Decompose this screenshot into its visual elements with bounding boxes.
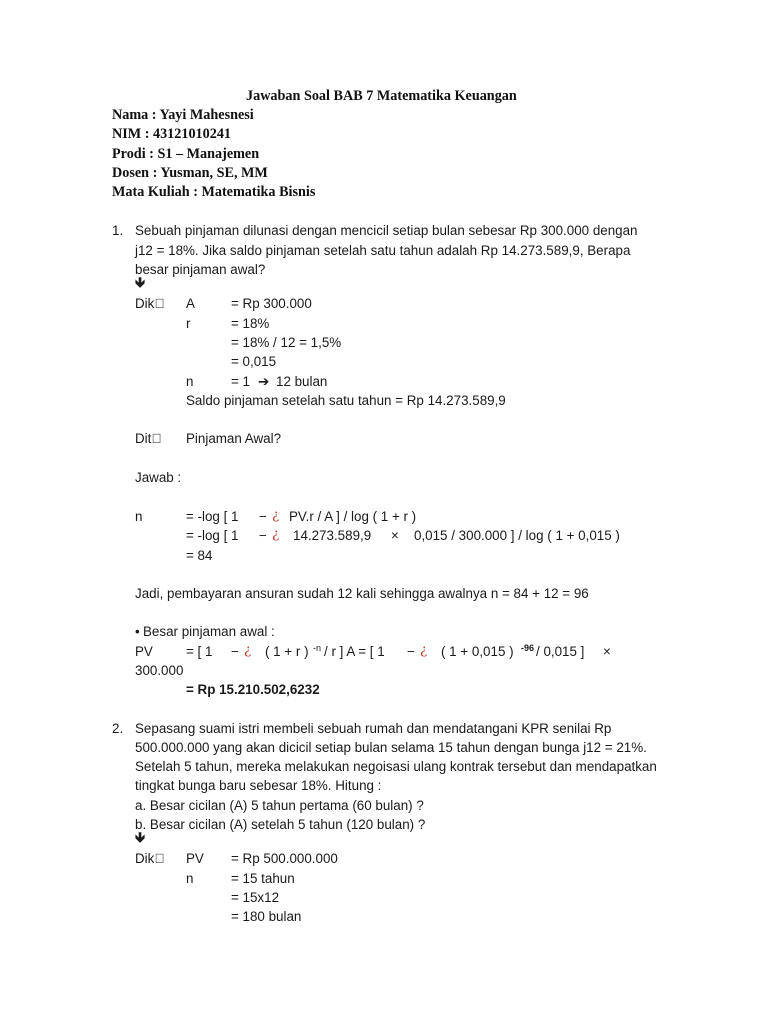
q1-var-r: r <box>186 316 191 331</box>
times-sign: × <box>391 528 399 543</box>
times-sign: × <box>603 644 611 659</box>
q1-val-r3: = 0,015 <box>231 354 277 369</box>
q1-pv-sup1: -n <box>313 643 322 653</box>
q1-pv-c: / r ] A = [ 1 <box>324 644 385 659</box>
q1-saldo: Saldo pinjaman setelah satu tahun = Rp 14.273.589,9 <box>186 393 506 408</box>
q1-dit-label: Dit <box>135 431 152 446</box>
q1-besar-label: Besar pinjaman awal : <box>143 624 275 639</box>
q1-var-n: n <box>186 374 194 389</box>
q1-jawab: Jawab : <box>135 470 182 485</box>
down-arrow-icon: 🡻 <box>135 830 146 846</box>
q1-conclusion: Jadi, pembayaran ansuran sudah 12 kali sehingga awalnya n = 84 + 12 = 96 <box>135 586 589 601</box>
minus-sign: − <box>231 644 239 659</box>
q1-dit-question: Pinjaman Awal? <box>186 431 282 446</box>
placeholder-glyph: ¿ <box>420 643 428 658</box>
q1-pv-a: = [ 1 <box>186 644 213 659</box>
q1-text-line1: Sebuah pinjaman dilunasi dengan mencicil setiap bulan sebesar Rp 300.000 dengan <box>135 223 638 238</box>
placeholder-glyph: ¿ <box>272 527 280 542</box>
q2-var-pv: PV <box>186 851 204 866</box>
q1-formula2-c: 0,015 / 300.000 ] / log ( 1 + 0,015 ) <box>414 528 620 543</box>
q1-dik-label: Dik <box>135 296 155 311</box>
q1-val-n-b: 12 bulan <box>276 374 328 389</box>
q2-number: 2. <box>112 721 124 736</box>
q2-text-line1: Sepasang suami istri membeli sebuah rumah dan mendatangani KPR senilai Rp <box>135 721 612 736</box>
minus-sign: − <box>259 528 267 543</box>
q1-text-line2: j12 = 18%. Jika saldo pinjaman setelah satu tahun adalah Rp 14.273.589,9, Berapa <box>135 243 631 258</box>
q1-pv-d: ( 1 + 0,015 ) <box>441 644 514 659</box>
q1-n-var: n <box>135 509 143 524</box>
course: Mata Kuliah : Matematika Bisnis <box>112 184 316 200</box>
q2-val-n3: = 180 bulan <box>231 909 302 924</box>
q1-var-a: A <box>186 296 195 311</box>
document-title: Jawaban Soal BAB 7 Matematika Keuangan <box>246 88 517 104</box>
student-name: Nama : Yayi Mahesnesi <box>112 107 254 123</box>
q2-dik-label: Dik <box>135 851 155 866</box>
q1-pv-f: 300.000 <box>135 663 184 678</box>
student-prodi: Prodi : S1 – Manajemen <box>112 146 260 162</box>
q2-val-n2: = 15x12 <box>231 890 280 905</box>
q1-pv-sup2: -96 <box>521 643 535 653</box>
q1-result: = Rp 15.210.502,6232 <box>186 682 320 697</box>
q2-text-line4: tingkat bunga baru sebesar 18%. Hitung : <box>135 778 382 793</box>
q2-text-line6: b. Besar cicilan (A) setelah 5 tahun (120 bulan) ? <box>135 817 426 832</box>
q1-number: 1. <box>112 223 124 238</box>
placeholder-glyph: ¿ <box>272 508 280 523</box>
q2-text-line3: Setelah 5 tahun, mereka melakukan negoisasi ulang kontrak tersebut dan mendapatkan <box>135 759 657 774</box>
bullet-icon: • <box>135 624 140 639</box>
q2-val-pv: = Rp 500.000.000 <box>231 851 338 866</box>
right-arrow-icon: ➔ <box>258 374 270 389</box>
down-arrow-icon: 🡻 <box>135 275 146 291</box>
lecturer: Dosen : Yusman, SE, MM <box>112 165 268 181</box>
q1-val-a: = Rp 300.000 <box>231 296 312 311</box>
q1-formula3: = 84 <box>186 548 213 563</box>
q1-val-n-a: = 1 <box>231 374 250 389</box>
q2-var-n: n <box>186 871 194 886</box>
q1-pv-b: ( 1 + r ) <box>265 644 309 659</box>
q2-text-line2: 500.000.000 yang akan dicicil setiap bulan selama 15 tahun dengan bunga j12 = 21%. <box>135 740 647 755</box>
q1-formula1-b: PV.r / A ] / log ( 1 + r ) <box>289 509 417 524</box>
q1-formula2-b: 14.273.589,9 <box>293 528 372 543</box>
q1-formula2-a: = -log [ 1 <box>186 528 239 543</box>
placeholder-glyph: ¿ <box>244 643 252 658</box>
q1-val-r2: = 18% / 12 = 1,5% <box>231 335 342 350</box>
q2-text-line5: a. Besar cicilan (A) 5 tahun pertama (60 bulan) ? <box>135 798 424 813</box>
minus-sign: − <box>407 644 415 659</box>
q1-formula1-a: = -log [ 1 <box>186 509 239 524</box>
q1-val-r1: = 18% <box>231 316 270 331</box>
q2-val-n1: = 15 tahun <box>231 871 295 886</box>
q1-pv-var: PV <box>135 644 153 659</box>
student-nim: NIM : 43121010241 <box>112 126 232 142</box>
minus-sign: − <box>259 509 267 524</box>
q1-text-line3: besar pinjaman awal? <box>135 262 266 277</box>
q1-pv-e: / 0,015 ] <box>536 644 585 659</box>
